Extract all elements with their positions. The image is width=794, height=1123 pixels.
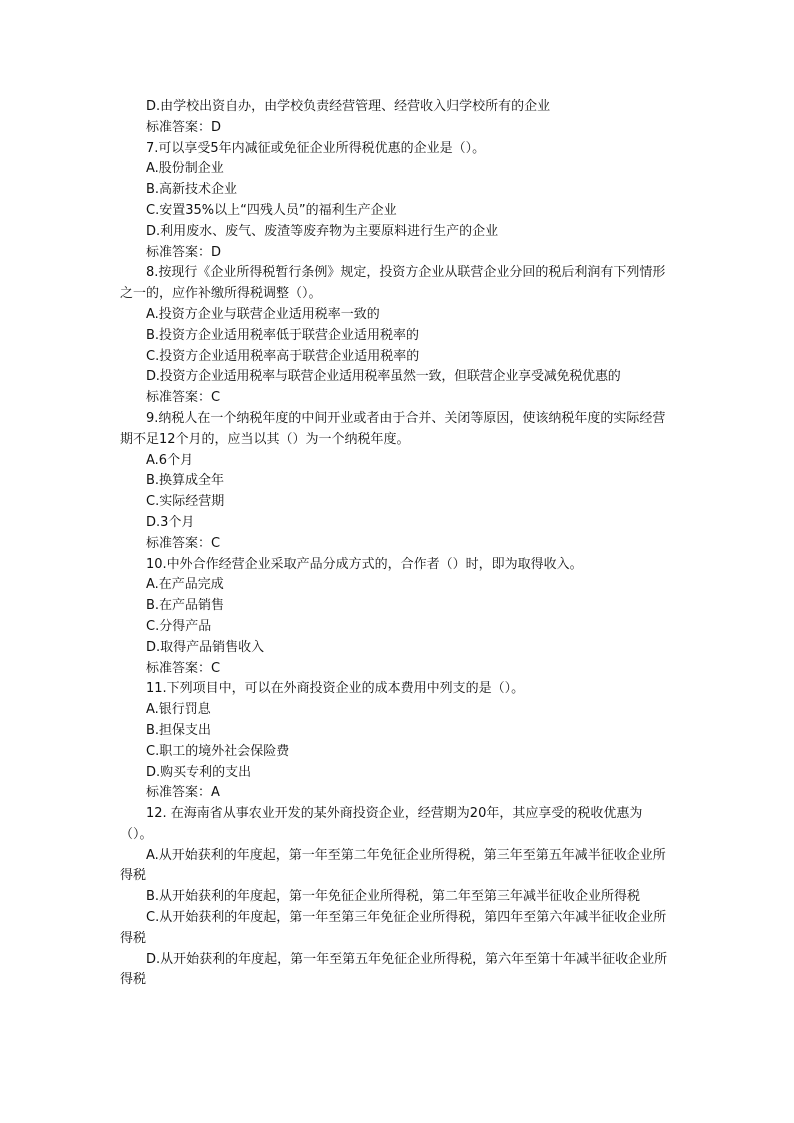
q9-option-d: D.3个月	[146, 514, 195, 530]
q11-option-b: B.担保支出	[146, 722, 212, 738]
q7-answer: 标准答案：D	[146, 244, 222, 260]
q10-option-b: B.在产品销售	[146, 598, 225, 614]
q12-option-a: A.从开始获利的年度起，第一年至第二年免征企业所得税，第三年至第五年减半征收企业所得税	[120, 847, 666, 884]
q8-option-c: C.投资方企业适用税率高于联营企业适用税率的	[146, 348, 420, 364]
q12-question: 12. 在海南省从事农业开发的某外商投资企业，经营期为20年，其应享受的税收优惠为（）。	[120, 806, 643, 842]
q7-option-d: D.利用废水、废气、废渣等废弃物为主要原料进行生产的企业	[146, 223, 499, 239]
document-page	[120, 97, 672, 991]
q9-answer: 标准答案：C	[146, 535, 221, 551]
q10-option-c: C.分得产品	[146, 618, 212, 634]
q8-option-b: B.投资方企业适用税率低于联营企业适用税率的	[146, 327, 420, 343]
q11-option-d: D.购买专利的支出	[146, 764, 252, 780]
q6-option-d: D.由学校出资自办，由学校负责经营管理、经营收入归学校所有的企业	[146, 99, 551, 114]
q12-option-b: B.从开始获利的年度起，第一年免征企业所得税，第二年至第三年减半征收企业所得税	[146, 889, 641, 905]
q9-option-b: B.换算成全年	[146, 473, 225, 489]
q8-question: 8.按现行《企业所得税暂行条例》规定，投资方企业从联营企业分回的税后利润有下列情形之一的，应作补缴所得税调整（）。	[120, 265, 666, 302]
q11-option-c: C.职工的境外社会保险费	[146, 743, 290, 759]
q10-answer: 标准答案：C	[146, 660, 221, 676]
q10-question: 10.中外合作经营企业采取产品分成方式的，合作者（）时，即为取得收入。	[146, 556, 583, 572]
q10-option-d: D.取得产品销售收入	[146, 639, 265, 655]
q11-option-a: A.银行罚息	[146, 702, 211, 718]
q8-answer: 标准答案：C	[146, 390, 221, 406]
q12-option-c: C.从开始获利的年度起，第一年至第三年免征企业所得税，第四年至第六年减半征收企业所得税	[120, 910, 667, 946]
q6-answer: 标准答案：D	[146, 119, 222, 135]
q9-option-c: C.实际经营期	[146, 494, 225, 510]
q11-answer: 标准答案：A	[146, 785, 220, 801]
q9-option-a: A.6个月	[146, 452, 194, 468]
q11-question: 11.下列项目中，可以在外商投资企业的成本费用中列支的是（）。	[146, 681, 525, 697]
q10-option-a: A.在产品完成	[146, 577, 224, 593]
q7-option-b: B.高新技术企业	[146, 182, 238, 198]
q12-option-d: D.从开始获利的年度起，第一年至第五年免征企业所得税，第六年至第十年减半征收企业所得税	[120, 951, 668, 988]
q8-option-d: D.投资方企业适用税率与联营企业适用税率虽然一致，但联营企业享受减免税优惠的	[146, 369, 621, 385]
q7-question: 7.可以享受5年内减征或免征企业所得税优惠的企业是（）。	[146, 140, 486, 156]
q8-option-a: A.投资方企业与联营企业适用税率一致的	[146, 306, 380, 322]
q7-option-a: A.股份制企业	[146, 161, 224, 177]
q7-option-c: C.安置35%以上“四残人员”的福利生产企业	[146, 202, 397, 218]
q9-question: 9.纳税人在一个纳税年度的中间开业或者由于合并、关闭等原因，使该纳税年度的实际经营期不足12个月的，应当以其（）为一个纳税年度。	[120, 410, 666, 447]
